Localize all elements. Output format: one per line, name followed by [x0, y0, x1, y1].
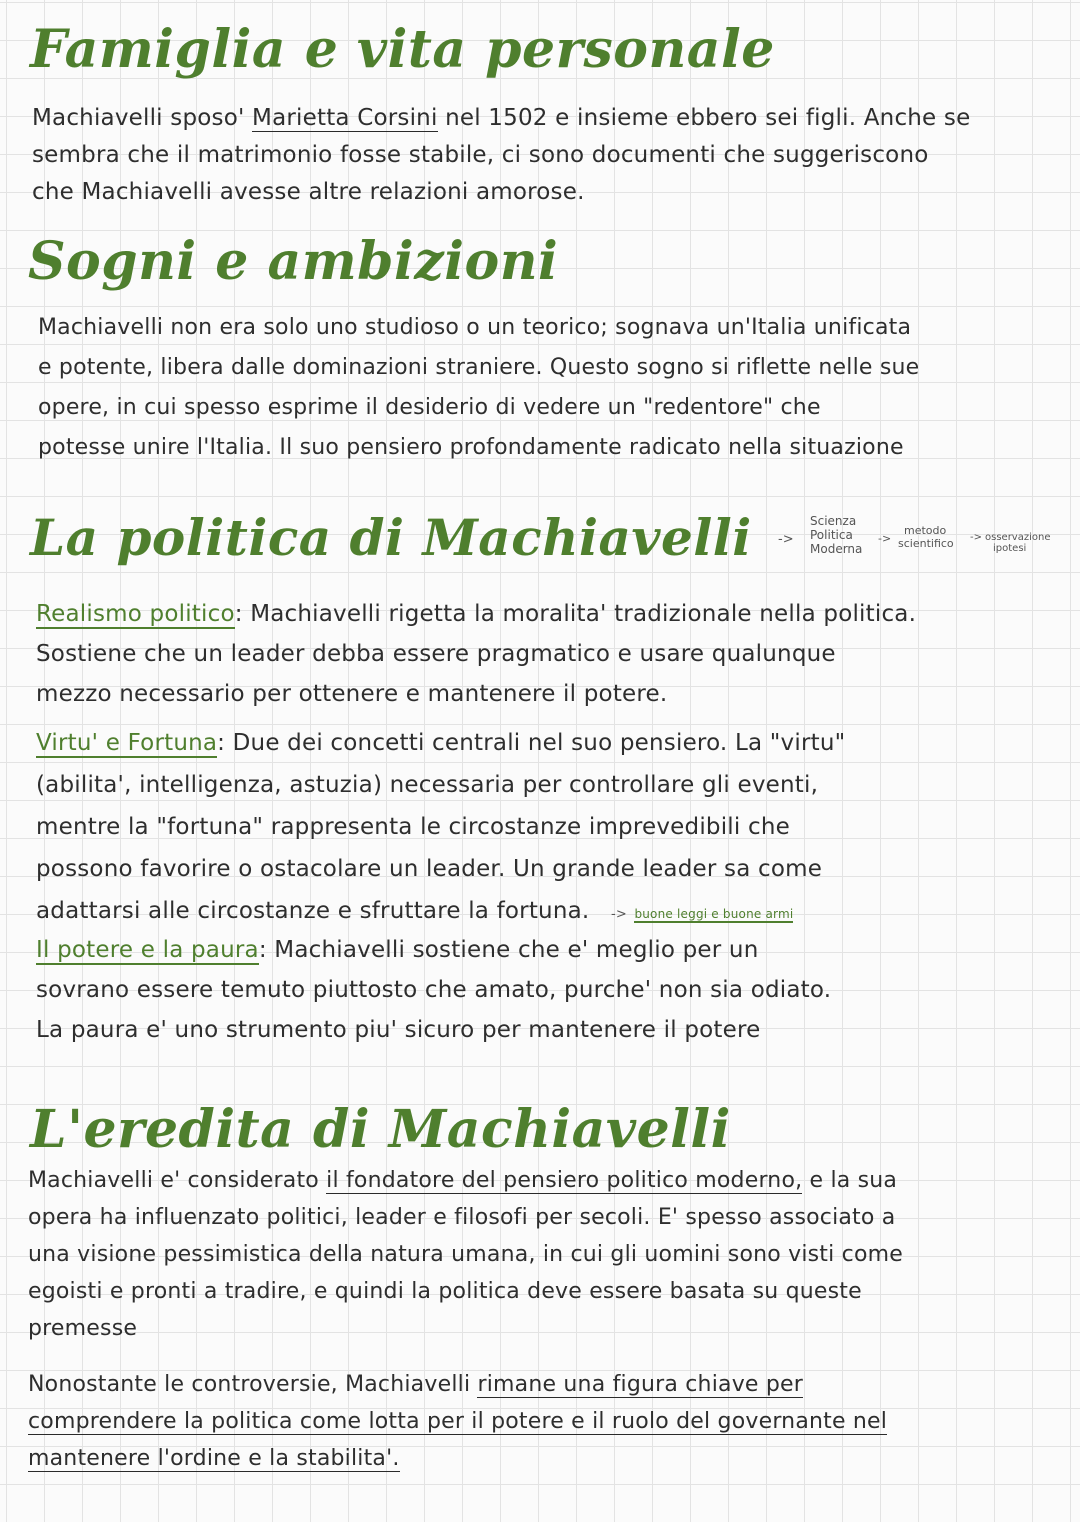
text-segment: Machiavelli e' considerato: [28, 1168, 319, 1193]
text-line: mentre la "fortuna" rappresenta le circostanze imprevedibili che: [36, 814, 790, 840]
arrow-icon: ->: [878, 532, 892, 545]
heading-eredita: L'eredita di Machiavelli: [30, 1099, 731, 1160]
text-segment: : Machiavelli sostiene che e' meglio per un: [258, 937, 759, 963]
text-segment: e la sua: [809, 1168, 898, 1193]
text-line: (abilita', intelligenza, astuzia) necessaria per controllare gli eventi,: [36, 772, 819, 798]
underlined-phrase: il fondatore del pensiero politico moderno,: [326, 1168, 803, 1193]
note-osservazione: osservazione: [985, 532, 1051, 543]
paragraph-famiglia: [32, 100, 1042, 211]
underlined-phrase: mantenere l'ordine e la stabilita'.: [28, 1446, 400, 1471]
underlined-phrase: rimane una figura chiave per: [477, 1372, 803, 1397]
arrow-icon: ->: [610, 907, 627, 922]
heading-famiglia: Famiglia e vita personale: [30, 19, 775, 80]
scienza-note: [778, 512, 1073, 572]
text-segment: : Due dei concetti centrali nel suo pensiero. La "virtu": [217, 730, 846, 756]
paragraph-virtu: [36, 722, 1056, 936]
text-line: mezzo necessario per ottenere e mantenere il potere.: [36, 681, 668, 707]
text-segment: nel 1502 e insieme ebbero sei figli. Anche se: [445, 105, 971, 131]
paragraph-realismo: [36, 594, 1056, 714]
text-segment: Nonostante le controversie, Machiavelli: [28, 1372, 471, 1397]
text-line: sembra che il matrimonio fosse stabile, ci sono documenti che suggeriscono: [32, 142, 929, 168]
note-ipotesi: ipotesi: [993, 543, 1027, 554]
underlined-name: Marietta Corsini: [252, 105, 438, 131]
text-line: opere, in cui spesso esprime il desiderio di vedere un "redentore" che: [38, 395, 821, 420]
text-segment: Machiavelli sposo': [32, 105, 245, 131]
text-line: opera ha influenzato politici, leader e filosofi per secoli. E' spesso associato a: [28, 1205, 896, 1230]
metodo-scientifico: [898, 524, 954, 550]
scienza-politica-moderna: [810, 514, 862, 556]
text-line: Sostiene che un leader debba essere pragmatico e usare qualunque: [36, 641, 836, 667]
note-moderna: Moderna: [810, 542, 863, 556]
text-line: che Machiavelli avesse altre relazioni amorose.: [32, 179, 585, 205]
term-realismo: Realismo politico: [36, 601, 235, 627]
underlined-phrase: comprendere la politica come lotta per il potere e il ruolo del governante nel: [28, 1409, 888, 1434]
text-line: La paura e' uno strumento piu' sicuro per mantenere il potere: [36, 1017, 761, 1043]
text-segment: : Machiavelli rigetta la moralita' tradizionale nella politica.: [234, 601, 917, 627]
note-buone-leggi: buone leggi e buone armi: [634, 907, 794, 921]
paragraph-sogni: [38, 308, 1048, 468]
text-line: premesse: [28, 1316, 138, 1341]
arrow-icon: ->: [778, 532, 794, 547]
text-line: potesse unire l'Italia. Il suo pensiero profondamente radicato nella situazione: [38, 435, 904, 460]
note-scientifico: scientifico: [898, 537, 954, 550]
text-line: e potente, libera dalle dominazioni straniere. Questo sogno si riflette nelle sue: [38, 355, 920, 380]
text-segment: adattarsi alle circostanze e sfruttare la fortuna.: [36, 898, 590, 924]
paragraph-eredita-1: [28, 1162, 1058, 1347]
heading-politica: La politica di Machiavelli: [30, 508, 752, 567]
heading-sogni: Sogni e ambizioni: [28, 231, 559, 292]
osservazione-ipotesi: [985, 532, 1050, 554]
paragraph-potere: [36, 930, 1056, 1050]
text-line: una visione pessimistica della natura umana, in cui gli uomini sono visti come: [28, 1242, 903, 1267]
note-scienza: Scienza: [810, 514, 857, 528]
text-line: sovrano essere temuto piuttosto che amato, purche' non sia odiato.: [36, 977, 832, 1003]
text-line: egoisti e pronti a tradire, e quindi la politica deve essere basata su queste: [28, 1279, 862, 1304]
text-line: Machiavelli non era solo uno studioso o un teorico; sognava un'Italia unificata: [38, 315, 912, 340]
note-metodo: metodo: [904, 524, 947, 537]
term-potere-paura: Il potere e la paura: [36, 937, 259, 963]
text-line: possono favorire o ostacolare un leader. Un grande leader sa come: [36, 856, 823, 882]
note-politica: Politica: [810, 528, 853, 542]
paragraph-eredita-2: [28, 1366, 1058, 1477]
term-virtu-fortuna: Virtu' e Fortuna: [36, 730, 218, 756]
arrow-icon: ->: [970, 532, 982, 543]
